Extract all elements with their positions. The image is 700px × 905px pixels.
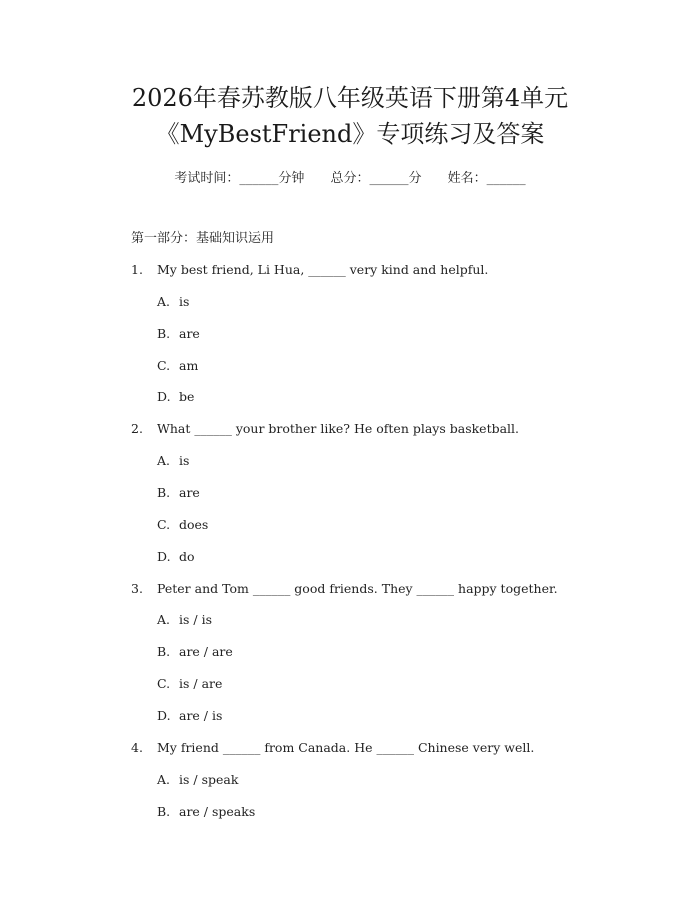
exam-info-line bbox=[0, 170, 700, 188]
option-1b bbox=[157, 325, 200, 343]
question-text: Peter and Tom ______ good friends. They ______ happy together. bbox=[157, 581, 558, 596]
option-letter: C. bbox=[157, 358, 171, 373]
option-letter: C. bbox=[157, 676, 171, 691]
option-text: is bbox=[179, 294, 190, 309]
page-title-line-1: 2026年春苏教版八年级英语下册第4单元 bbox=[131, 84, 569, 112]
question-text: My best friend, Li Hua, ______ very kind and helpful. bbox=[157, 262, 489, 277]
option-text: am bbox=[179, 358, 199, 373]
question-number: 1. bbox=[131, 262, 143, 277]
question-3 bbox=[131, 580, 558, 598]
option-text: is / speak bbox=[179, 772, 239, 787]
option-text: do bbox=[179, 549, 195, 564]
question-text: My friend ______ from Canada. He ______ Chinese very well. bbox=[157, 740, 535, 755]
option-letter: A. bbox=[157, 453, 171, 468]
question-2 bbox=[131, 420, 519, 438]
option-text: be bbox=[179, 389, 195, 404]
option-text: does bbox=[179, 517, 209, 532]
student-name-field: 姓名：______ bbox=[447, 171, 526, 186]
option-1a bbox=[157, 293, 189, 311]
option-text: are bbox=[179, 485, 200, 500]
exam-time-field: 考试时间：______分钟 bbox=[174, 171, 305, 186]
option-letter: C. bbox=[157, 517, 171, 532]
option-letter: A. bbox=[157, 294, 171, 309]
option-2a bbox=[157, 452, 189, 470]
option-2b bbox=[157, 484, 200, 502]
option-letter: B. bbox=[157, 485, 171, 500]
question-1 bbox=[131, 261, 488, 279]
option-4b bbox=[157, 803, 255, 821]
option-3d bbox=[157, 707, 222, 725]
option-letter: D. bbox=[157, 549, 171, 564]
option-2c bbox=[157, 516, 208, 534]
option-text: are / is bbox=[179, 708, 223, 723]
option-text: are bbox=[179, 326, 200, 341]
option-text: are / speaks bbox=[179, 804, 256, 819]
option-text: is / is bbox=[179, 612, 212, 627]
page-title-line-2: 《MyBestFriend》专项练习及答案 bbox=[155, 120, 545, 148]
option-letter: B. bbox=[157, 644, 171, 659]
option-3b bbox=[157, 643, 233, 661]
question-text: What ______ your brother like? He often plays basketball. bbox=[157, 421, 520, 436]
question-number: 3. bbox=[131, 581, 143, 596]
option-letter: D. bbox=[157, 708, 171, 723]
option-letter: A. bbox=[157, 772, 171, 787]
total-score-field: 总分：______分 bbox=[330, 171, 422, 186]
question-number: 4. bbox=[131, 740, 143, 755]
option-letter: B. bbox=[157, 326, 171, 341]
section-heading: 第一部分：基础知识运用 bbox=[131, 231, 275, 246]
question-4 bbox=[131, 739, 534, 757]
option-3c bbox=[157, 675, 222, 693]
option-text: is / are bbox=[179, 676, 223, 691]
option-1d bbox=[157, 388, 194, 406]
option-4a bbox=[157, 771, 238, 789]
option-text: are / are bbox=[179, 644, 233, 659]
option-letter: A. bbox=[157, 612, 171, 627]
option-letter: D. bbox=[157, 389, 171, 404]
option-text: is bbox=[179, 453, 190, 468]
question-number: 2. bbox=[131, 421, 143, 436]
option-1c bbox=[157, 357, 198, 375]
option-3a bbox=[157, 611, 212, 629]
option-letter: B. bbox=[157, 804, 171, 819]
option-2d bbox=[157, 548, 195, 566]
